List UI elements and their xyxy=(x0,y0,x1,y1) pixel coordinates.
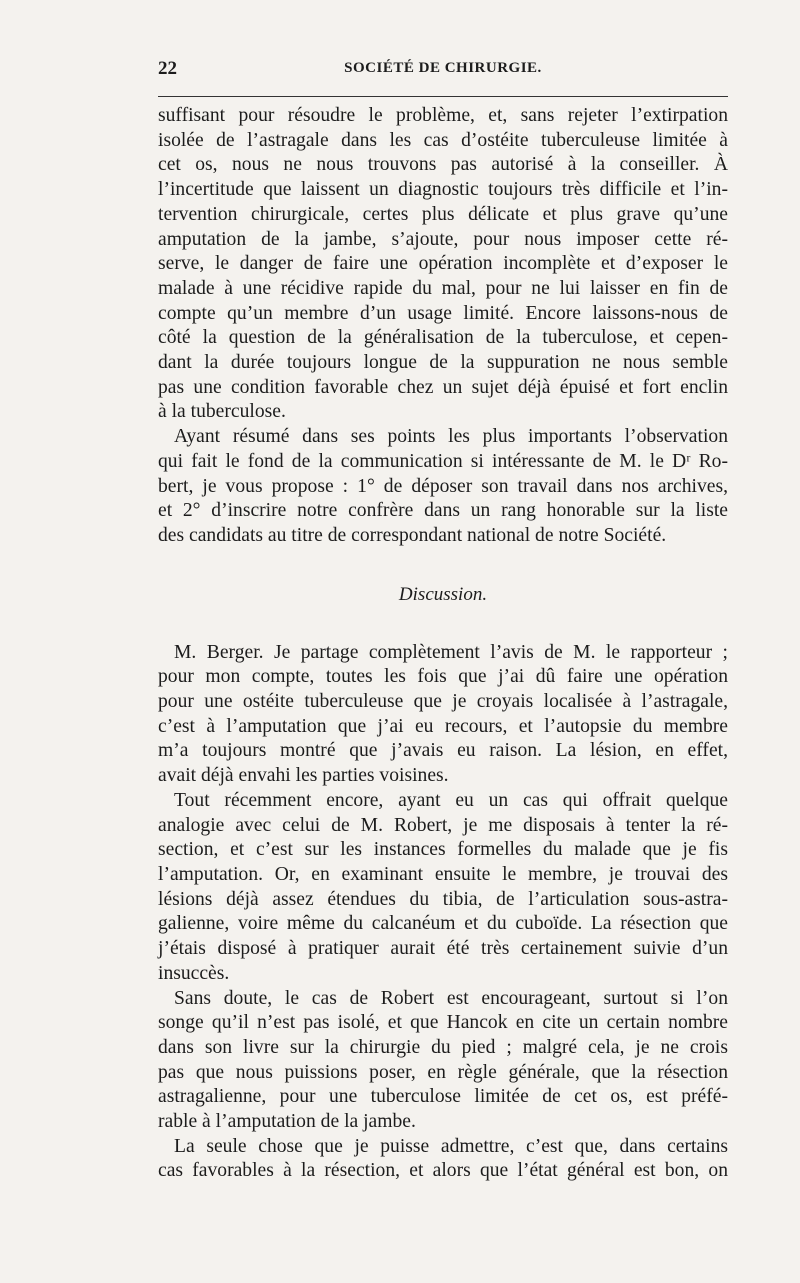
text-line: Tout récemment encore, ayant eu un cas qui offrait quelque xyxy=(174,789,728,811)
text-line: avait déjà envahi les parties voisines. xyxy=(158,765,449,787)
text-line: malade à une récidive rapide du mal, pour ne lui laisser en fin de xyxy=(158,277,728,299)
text-line: pas une condition favorable chez un sujet déjà épuisé et fort enclin xyxy=(158,376,728,398)
paragraph xyxy=(158,987,728,1135)
paragraph xyxy=(158,425,728,549)
text-line: compte qu’un membre d’un usage limité. Encore laissons-nous de xyxy=(158,302,728,324)
text-line: c’est à l’amputation que j’ai eu recours, et l’autopsie du membre xyxy=(158,715,728,737)
text-line: astragalienne, pour une tuberculose limitée de cet os, est préfé- xyxy=(158,1086,728,1108)
text-line: dant la durée toujours longue de la suppuration ne nous semble xyxy=(158,352,728,374)
discussion-heading: Discussion. xyxy=(398,583,488,605)
text-line: M. Berger. Je partage complètement l’avis de M. le rapporteur ; xyxy=(174,641,728,663)
text-line: La seule chose que je puisse admettre, c’est que, dans certains xyxy=(174,1135,728,1157)
text-line: analogie avec celui de M. Robert, je me disposais à tenter la ré- xyxy=(158,814,728,836)
body-text xyxy=(158,104,728,1184)
page-header xyxy=(158,58,728,86)
text-line: songe qu’il n’est pas isolé, et que Hancok en cite un certain nombre xyxy=(158,1012,728,1034)
text-line: cet os, nous ne nous trouvons pas autorisé à la conseiller. À xyxy=(158,154,728,176)
text-line: Sans doute, le cas de Robert est encourageant, surtout si l’on xyxy=(174,987,728,1009)
text-line: suffisant pour résoudre le problème, et, sans rejeter l’extirpation xyxy=(158,105,728,126)
text-line: l’amputation. Or, en examinant ensuite le membre, je trouvai des xyxy=(158,863,728,885)
text-line: dans son livre sur la chirurgie du pied ; malgré cela, je ne crois xyxy=(158,1036,728,1058)
text-line: côté la question de la généralisation de la tuberculose, et cepen- xyxy=(158,327,728,349)
text-line: galienne, voire même du calcanéum et du cuboïde. La résection que xyxy=(158,913,728,935)
text-line: l’incertitude que laissent un diagnostic toujours très difficile et l’in- xyxy=(158,179,728,201)
page-number: 22 xyxy=(158,58,177,79)
text-line: Ayant résumé dans ses points les plus importants l’observation xyxy=(174,426,728,448)
paragraph xyxy=(158,104,728,425)
text-line: m’a toujours montré que j’avais eu raison. La lésion, en effet, xyxy=(158,740,728,762)
text-line: amputation de la jambe, s’ajoute, pour nous imposer cette ré- xyxy=(158,228,728,250)
text-line: lésions déjà assez étendues du tibia, de l’articulation sous-astra- xyxy=(158,888,728,910)
paragraph xyxy=(158,789,728,987)
text-line: des candidats au titre de correspondant national de notre Société. xyxy=(158,524,667,546)
text-line: insuccès. xyxy=(158,962,230,984)
text-line: isolée de l’astragale dans les cas d’ostéite tuberculeuse limitée à xyxy=(158,129,728,151)
text-line: cas favorables à la résection, et alors que l’état général est bon, on xyxy=(158,1160,728,1182)
text-line: serve, le danger de faire une opération incomplète et d’exposer le xyxy=(158,253,728,275)
text-line: j’étais disposé à pratiquer aurait été très certainement suivie d’un xyxy=(158,938,728,960)
text-line: pas que nous puissions poser, en règle générale, que la résection xyxy=(158,1061,728,1083)
header-rule xyxy=(158,96,728,97)
text-line: pour mon compte, toutes les fois que j’ai dû faire une opération xyxy=(158,666,728,688)
text-line: à la tuberculose. xyxy=(158,401,286,423)
text-line: et 2° d’inscrire notre confrère dans un rang honorable sur la liste xyxy=(158,500,728,522)
text-line: tervention chirurgicale, certes plus délicate et plus grave qu’une xyxy=(158,203,728,225)
text-line: qui fait le fond de la communication si intéressante de M. le Dʳ Ro- xyxy=(158,450,728,472)
text-line: rable à l’amputation de la jambe. xyxy=(158,1111,416,1133)
paragraph xyxy=(158,641,728,789)
text-line: bert, je vous propose : 1° de déposer son travail dans nos archives, xyxy=(158,475,728,497)
text-line: pour une ostéite tuberculeuse que je croyais localisée à l’astragale, xyxy=(158,691,728,713)
running-head: SOCIÉTÉ DE CHIRURGIE. xyxy=(344,60,542,76)
paragraph xyxy=(158,1135,728,1184)
text-line: section, et c’est sur les instances formelles du malade que je fis xyxy=(158,839,728,861)
